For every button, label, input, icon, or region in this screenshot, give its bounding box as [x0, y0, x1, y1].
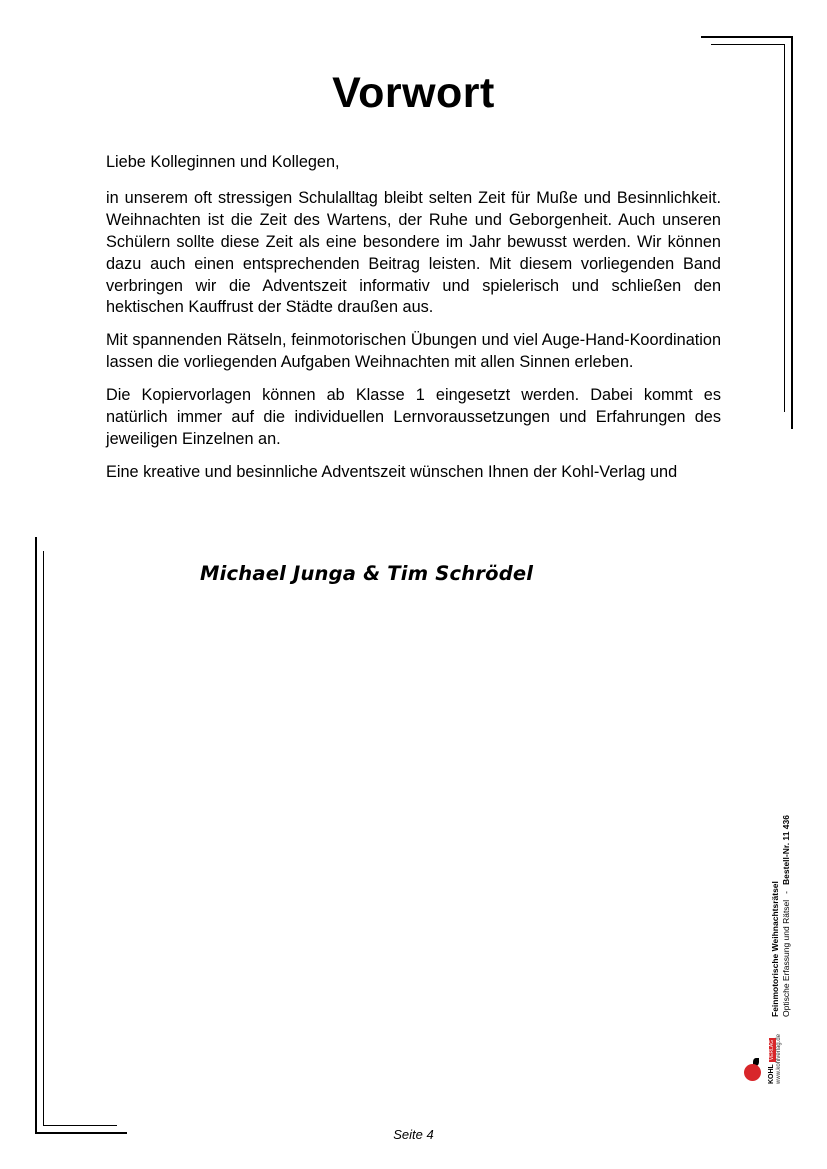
book-title: Feinmotorische Weihnachtsrätsel [770, 881, 780, 1017]
page-number: Seite 4 [393, 1127, 434, 1142]
publisher-website: www.kohlverlag.de [776, 1033, 782, 1084]
paragraph: in unserem oft stressigen Schulalltag bleibt selten Zeit für Muße und Besinnlichkeit. Weihnachten ist die Zeit des Wartens, der Ruhe und Geborgenheit. Auch unseren Schülern sollte diese Zeit als eine besondere im Jahr bewusst werden. Wir können dazu auch einen entsprechenden Beitrag leisten. Mit diesem vorliegenden Band verbringen wir die Adventszeit informativ und spielerisch und schließen den hektischen Kauffrust der Städte draußen aus. [106, 188, 721, 317]
frame-line [35, 537, 37, 1134]
paragraph: Die Kopiervorlagen können ab Klasse 1 eingesetzt werden. Dabei kommt es natürlich immer auf die individuellen Lernvoraussetzungen und Erfahrungen des jeweiligen Einzelnen an. [106, 386, 721, 448]
book-subtitle-line [781, 815, 792, 1017]
publisher-text [768, 1034, 783, 1084]
book-subtitle: Optische Erfassung und Rätsel [780, 899, 791, 1017]
book-info [770, 815, 791, 1017]
paragraph: Mit spannenden Rätseln, feinmotorischen Übungen und viel Auge-Hand-Koordination lassen die vorliegenden Aufgaben Weihnachten mit allen Sinnen erleben. [106, 331, 721, 372]
separator: - [780, 890, 791, 894]
frame-line [43, 1125, 117, 1126]
publisher-name: KOHL [768, 1064, 775, 1084]
frame-line [701, 36, 793, 38]
salutation: Liebe Kolleginnen und Kollegen, [106, 153, 340, 171]
publisher-badge: VERLAG [769, 1039, 775, 1061]
apple-icon [744, 1064, 761, 1081]
signature: Michael Junga & Tim Schrödel [200, 562, 534, 585]
body-text [106, 152, 721, 495]
frame-line [711, 44, 785, 45]
page-title: Vorwort [332, 68, 495, 117]
order-number: Bestell-Nr. 11 436 [780, 815, 791, 885]
frame-line [43, 551, 44, 1126]
paragraph: Eine kreative und besinnliche Adventszeit wünschen Ihnen der Kohl-Verlag und [106, 462, 678, 481]
